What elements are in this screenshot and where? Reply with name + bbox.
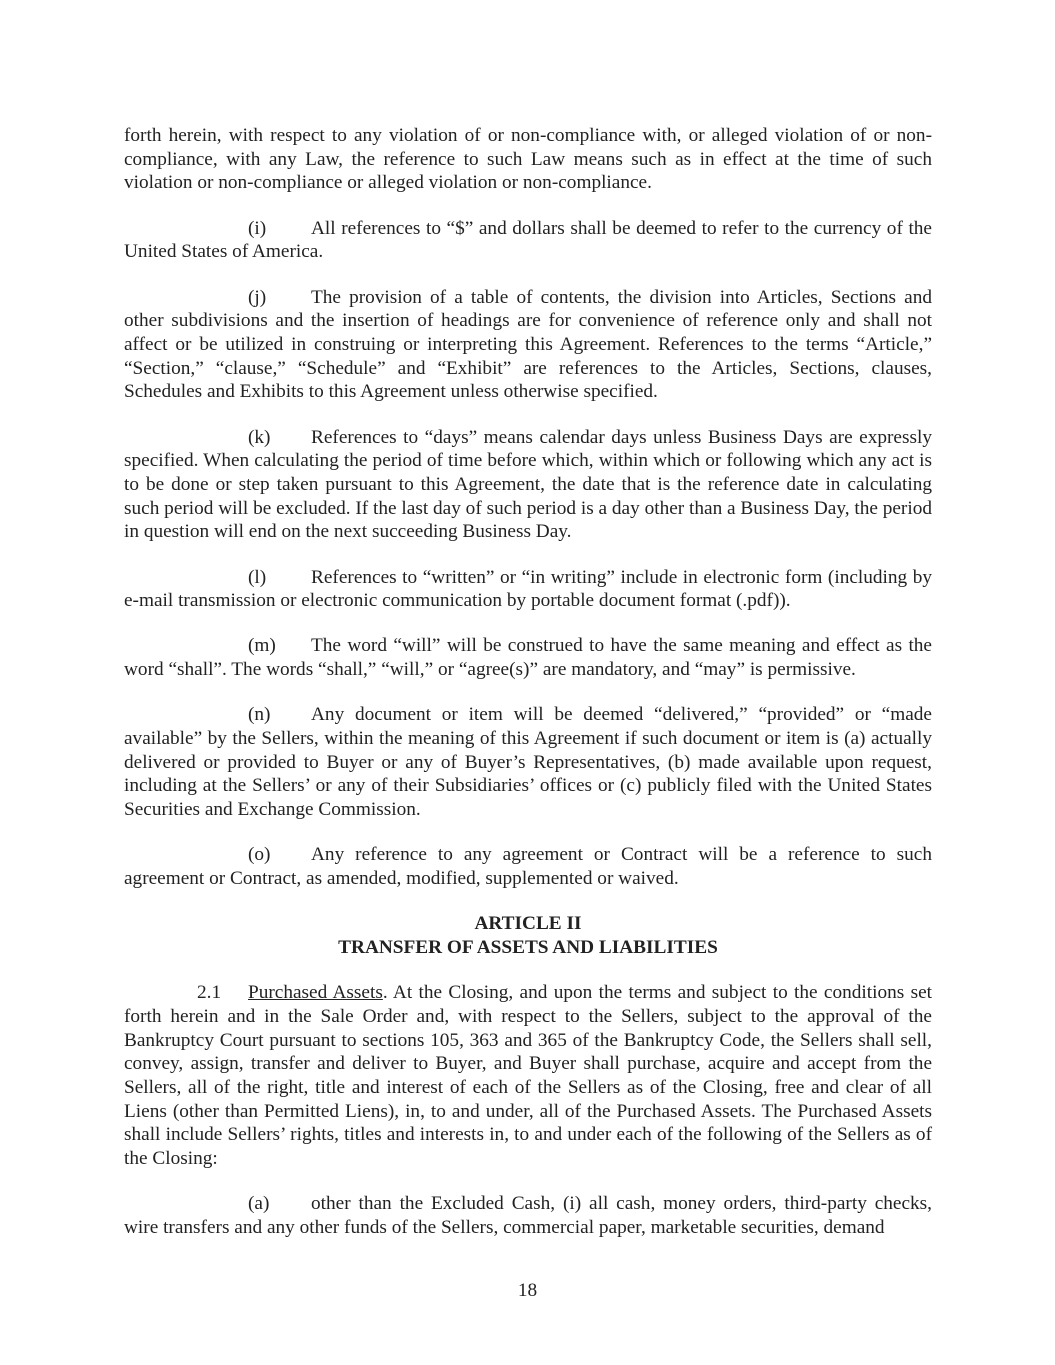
page-number: 18 — [517, 1280, 538, 1301]
article-heading — [124, 912, 932, 959]
clause-n — [124, 703, 932, 822]
clause-a — [124, 1192, 932, 1239]
article-title: TRANSFER OF ASSETS AND LIABILITIES — [338, 936, 718, 958]
clause-text: Any document or item will be deemed “delivered,” “provided” or “made available” by the Sellers, within the meaning of this Agreement if such document or item is (a) actually delivered or provided to Buyer or any of Buyer’s Representatives, (b) made available upon request, including at the Sellers’ or any of their Subsidiaries’ offices or (c) publicly filed with the United States Securities and Exchange Commission. — [124, 704, 932, 821]
clause-text: All references to “$” and dollars shall be deemed to refer to the currency of the United States of America. — [124, 217, 932, 263]
clause-label: (k) — [248, 426, 271, 448]
section-heading: Purchased Assets — [248, 982, 383, 1004]
clause-k — [124, 426, 932, 545]
paragraph-continuation — [124, 124, 932, 195]
clause-text: other than the Excluded Cash, (i) all cash, money orders, third-party checks, wire transfers and any other funds of the Sellers, commercial paper, marketable securities, demand — [124, 1193, 932, 1239]
clause-label: (a) — [248, 1193, 270, 1215]
clause-o — [124, 843, 932, 890]
clause-label: (n) — [248, 704, 271, 726]
section-text: . At the Closing, and upon the terms and subject to the conditions set forth herein and in the Sale Order and, with respect to the Sellers, subject to the approval of the Bankruptcy Court pursuant to sections 105, 363 and 365 of the Bankruptcy Code, the Sellers shall sell, convey, assign, transfer and deliver to Buyer, and Buyer shall purchase, acquire and accept from the Sellers, all of the right, title and interest of each of the Sellers as of the Closing, free and clear of all Liens (other than Permitted Liens), in, to and under, all of the Purchased Assets. The Purchased Assets shall include Sellers’ rights, titles and interests in, to and under each of the following of the Sellers as of the Closing: — [124, 982, 932, 1170]
clause-text: The provision of a table of contents, the division into Articles, Sections and other subdivisions and the insertion of headings are for convenience of reference only and shall not affect or be utilized in construing or interpreting this Agreement. References to the terms “Article,” “Section,” “clause,” “Schedule” and “Exhibit” are references to the Articles, Sections, clauses, Schedules and Exhibits to this Agreement unless otherwise specified. — [124, 286, 932, 403]
section-2-1 — [124, 981, 932, 1171]
clause-label: (i) — [248, 217, 267, 239]
clause-i — [124, 217, 932, 264]
document-body — [124, 124, 932, 1261]
clause-label: (j) — [248, 286, 267, 308]
article-number: ARTICLE II — [474, 913, 582, 935]
section-number: 2.1 — [197, 982, 222, 1004]
clause-l — [124, 566, 932, 613]
clause-text: References to “days” means calendar days unless Business Days are expressly specified. When calculating the period of time before which, within which or following which any act is to be done or step taken pursuant to this Agreement, the date that is the reference date in calculating such period will be excluded. If the last day of such period is a day other than a Business Day, the period in question will end on the next succeeding Business Day. — [124, 426, 932, 543]
clause-label: (o) — [248, 844, 271, 866]
clause-label: (l) — [248, 566, 267, 588]
clause-label: (m) — [248, 635, 276, 657]
clause-text: Any reference to any agreement or Contract will be a reference to such agreement or Contract, as amended, modified, supplemented or waived. — [124, 844, 932, 890]
clause-text: References to “written” or “in writing” include in electronic form (including by e-mail transmission or electronic communication by portable document format (.pdf)). — [124, 566, 932, 612]
paragraph-text: forth herein, with respect to any violation of or non-compliance with, or alleged violation of or non-compliance, with any Law, the reference to such Law means such as in effect at the time of such violation or non-compliance or alleged violation or non-compliance. — [124, 125, 932, 194]
clause-m — [124, 634, 932, 681]
clause-j — [124, 286, 932, 405]
clause-text: The word “will” will be construed to have the same meaning and effect as the word “shall”. The words “shall,” “will,” or “agree(s)” are mandatory, and “may” is permissive. — [124, 635, 932, 681]
